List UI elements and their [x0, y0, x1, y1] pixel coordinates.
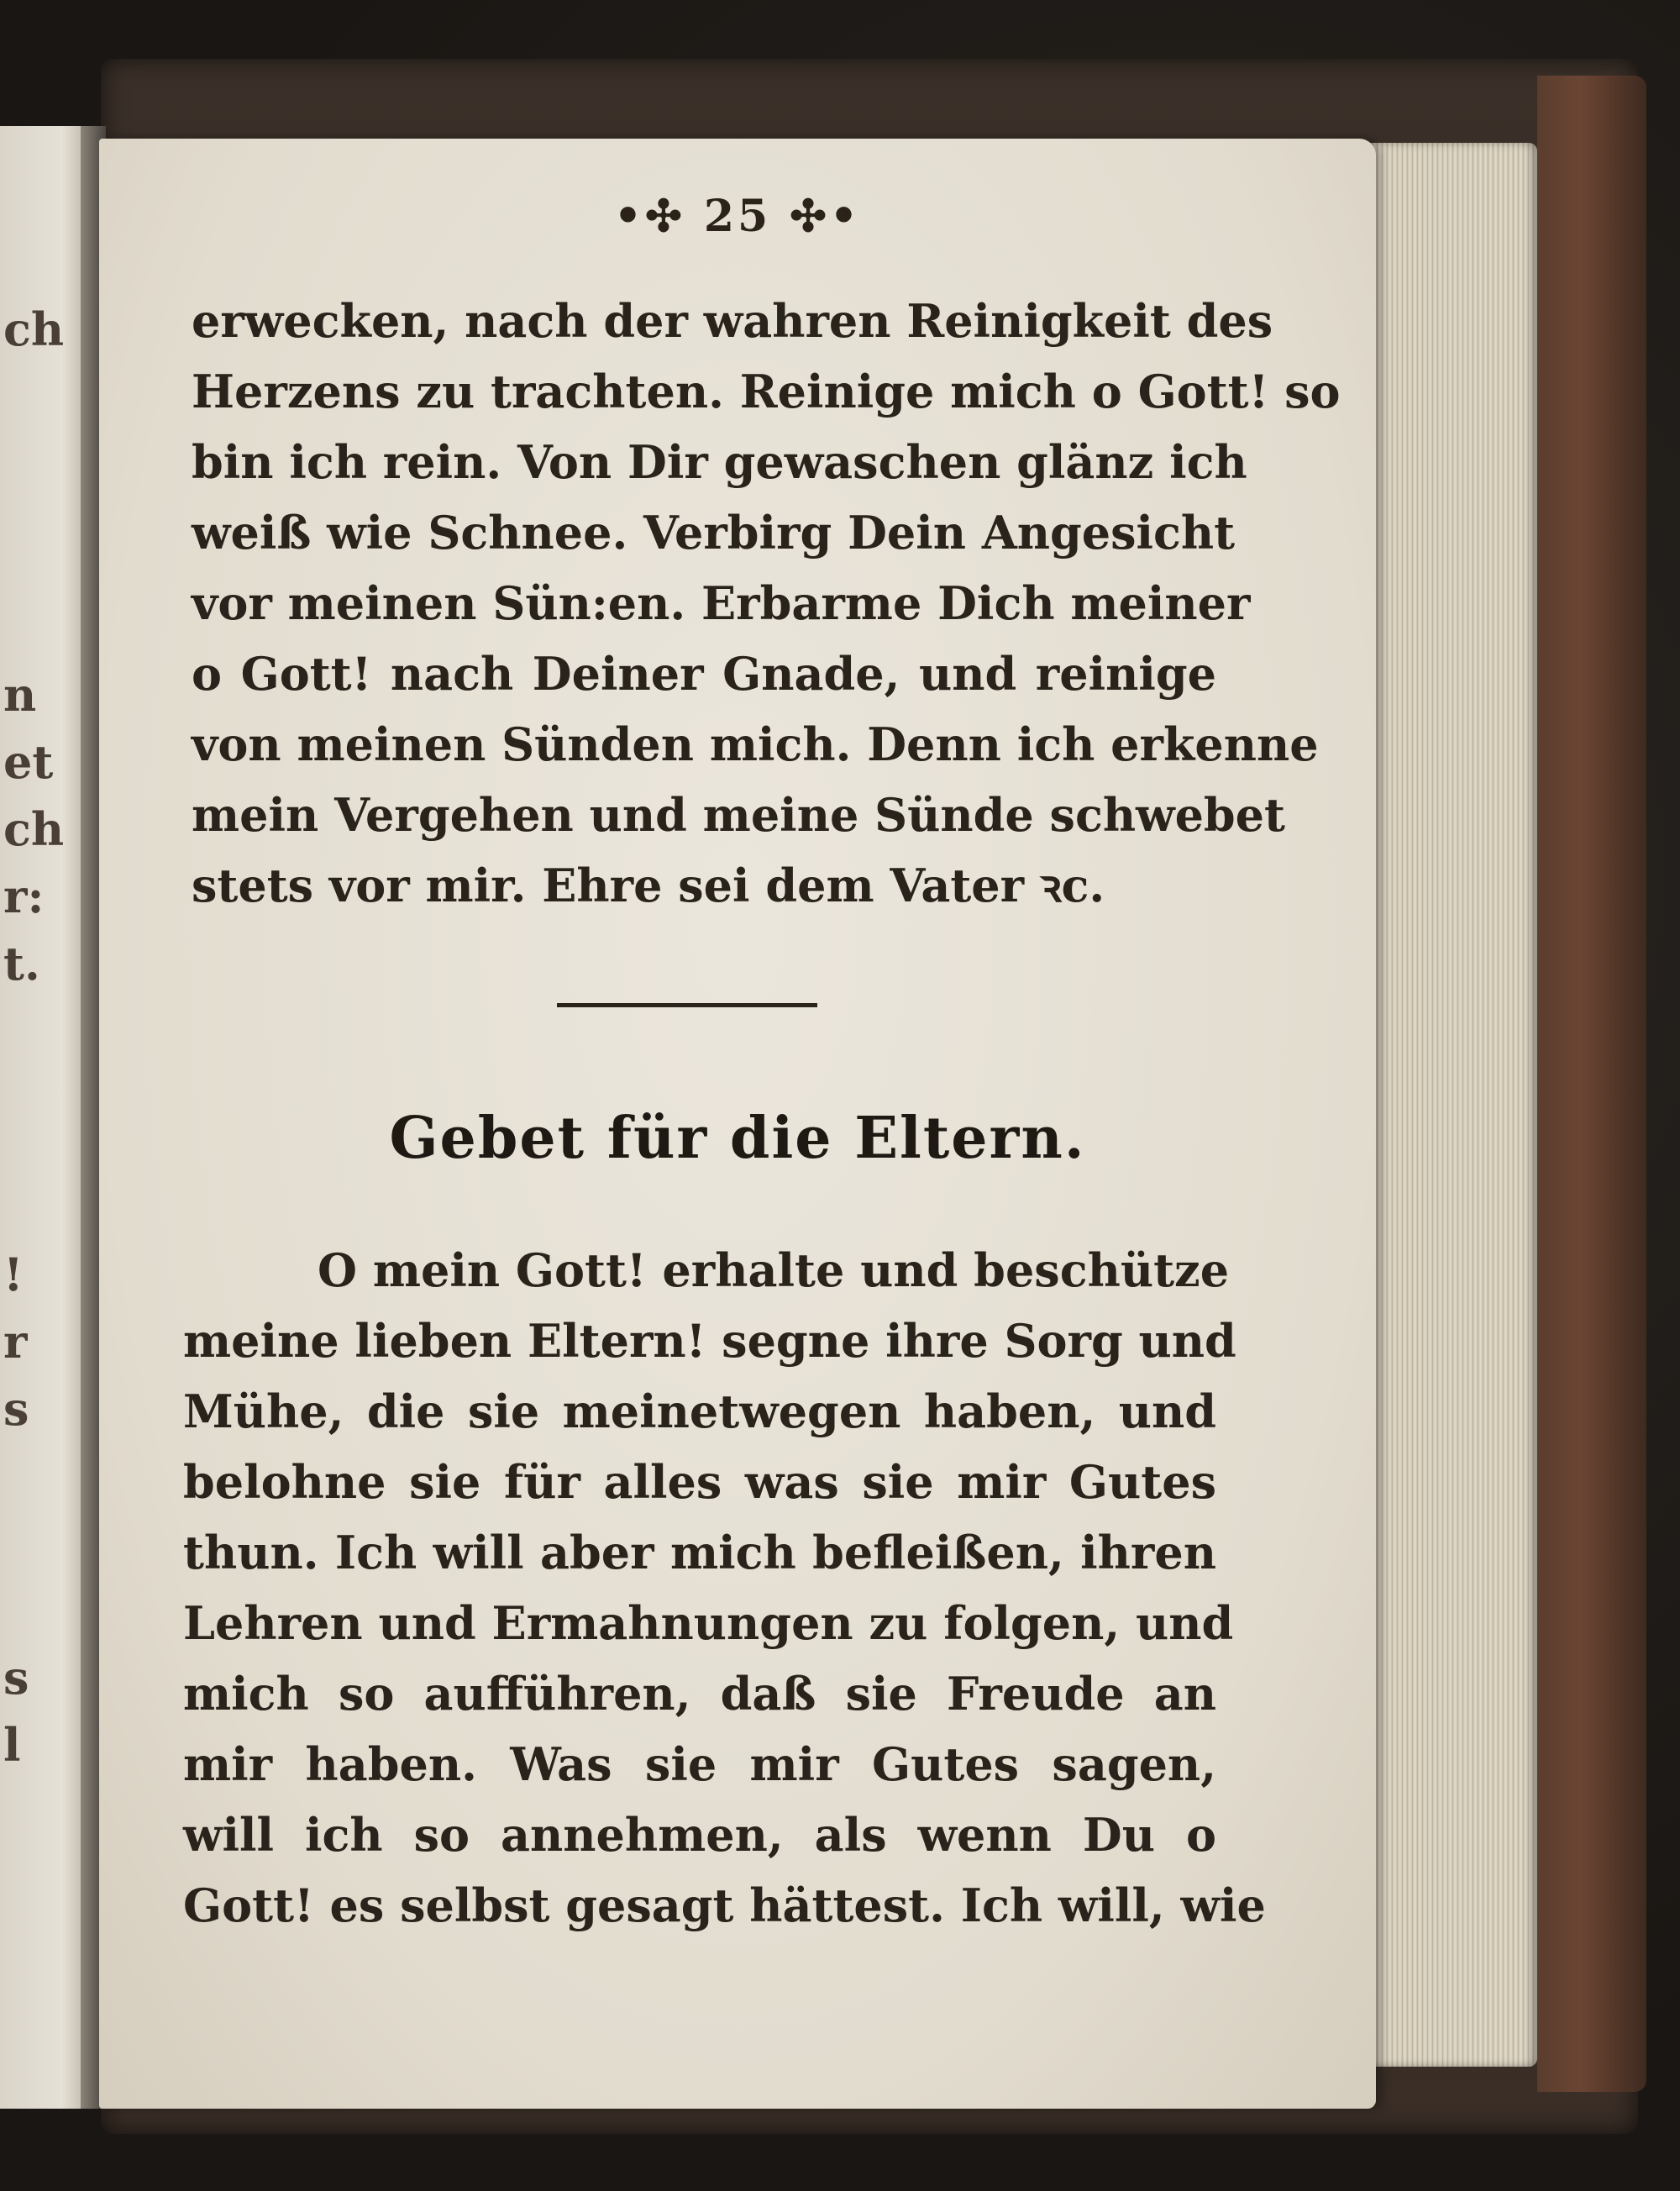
- text-line: Gott! es selbst gesagt hättest. Ich will, wie: [183, 1878, 1266, 1932]
- text-line: stets vor mir. Ehre sei dem Vater ꝛc.: [192, 859, 1105, 912]
- text-line: mich so aufführen, daß sie Freude an: [183, 1667, 1216, 1721]
- left-page-fragment: !: [3, 1248, 24, 1301]
- cover-edge: [1537, 76, 1646, 2092]
- text-line: weiß wie Schnee. Verbirg Dein Angesicht: [192, 506, 1236, 560]
- left-page-fragment: l: [3, 1718, 21, 1772]
- text-line: o Gott! nach Deiner Gnade, und reinige: [192, 647, 1216, 701]
- text-line: Herzens zu trachten. Reinige mich o Gott! so: [192, 365, 1341, 418]
- section-heading: Gebet für die Eltern.: [389, 1105, 1086, 1172]
- text-line: will ich so annehmen, als wenn Du o: [183, 1808, 1216, 1862]
- left-page-fragment: s: [3, 1651, 29, 1705]
- text-line: thun. Ich will aber mich befleißen, ihren: [183, 1526, 1216, 1579]
- text-line: O mein Gott! erhalte und beschütze: [318, 1243, 1230, 1297]
- text-line: bin ich rein. Von Dir gewaschen glänz ich: [192, 435, 1247, 489]
- left-page-fragment: n: [3, 668, 37, 722]
- left-page-fragment: r: [3, 1315, 28, 1369]
- page-edges: [1352, 143, 1537, 2067]
- text-line: meine lieben Eltern! segne ihre Sorg und: [183, 1314, 1236, 1368]
- text-line: Mühe, die sie meinetwegen haben, und: [183, 1384, 1216, 1438]
- left-page: [0, 126, 88, 2109]
- prayer-paragraph: [183, 1235, 1266, 1941]
- text-line: Lehren und Ermahnungen zu folgen, und: [183, 1596, 1234, 1650]
- text-line: erwecken, nach der wahren Reinigkeit des: [192, 294, 1273, 348]
- section-divider: [557, 1003, 817, 1007]
- right-page: [99, 139, 1376, 2109]
- page-number-header: [99, 191, 1376, 242]
- ornament-right: ✣•: [790, 191, 862, 242]
- text-line: von meinen Sünden mich. Denn ich erkenne: [192, 717, 1319, 771]
- text-line: mir haben. Was sie mir Gutes sagen,: [183, 1737, 1216, 1791]
- paragraph-continued: [192, 286, 1341, 921]
- text-line: belohne sie für alles was sie mir Gutes: [183, 1455, 1216, 1509]
- left-page-fragment: t.: [3, 937, 40, 990]
- text-line: mein Vergehen und meine Sünde schwebet: [192, 788, 1285, 842]
- left-page-fragment: ch: [3, 802, 65, 856]
- left-page-fragment: ch: [3, 302, 65, 356]
- page-number: 25: [703, 191, 772, 242]
- text-line: vor meinen Sün:en. Erbarme Dich meiner: [192, 576, 1251, 630]
- ornament-left: •✣: [613, 191, 685, 242]
- left-page-fragment: s: [3, 1382, 29, 1436]
- left-page-fragment: r:: [3, 870, 45, 923]
- left-page-fragment: et: [3, 735, 54, 789]
